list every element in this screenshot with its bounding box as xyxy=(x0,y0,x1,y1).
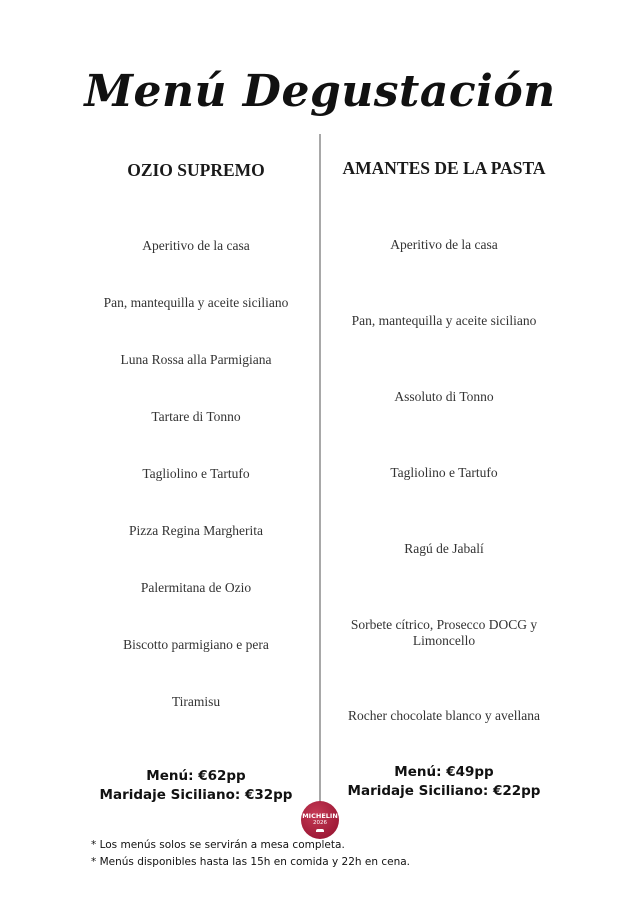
menu-item: Rocher chocolate blanco y avellana xyxy=(348,708,540,723)
column-divider xyxy=(319,134,321,802)
menu-title-amantes-de-la-pasta: AMANTES DE LA PASTA xyxy=(342,158,546,178)
menu-title-ozio-supremo: OZIO SUPREMO xyxy=(127,160,265,180)
bibendum-icon xyxy=(316,829,324,832)
menu-item: Pizza Regina Margherita xyxy=(129,523,263,538)
footnotes xyxy=(91,837,410,871)
menu-item: Tiramisu xyxy=(171,694,221,709)
menu-item: Luna Rossa alla Parmigiana xyxy=(120,352,272,367)
footnote: * Menús disponibles hasta las 15h en comida y 22h en cena. xyxy=(91,856,410,868)
badge-year: 2026 xyxy=(313,820,327,826)
menu-item: Assoluto di Tonno xyxy=(394,389,494,404)
menu-price: Menú: €49pp xyxy=(394,764,494,780)
menu-item: Pan, mantequilla y aceite siciliano xyxy=(103,295,289,310)
menu-item: Sorbete cítrico, Prosecco DOCG y Limoncello xyxy=(350,617,538,648)
menu-item: Aperitivo de la casa xyxy=(390,237,498,252)
menu-item: Tagliolino e Tartufo xyxy=(142,466,250,481)
menu-item: Biscotto parmigiano e pera xyxy=(123,637,269,652)
page-title: Menú Degustación xyxy=(84,66,556,117)
pairing-price: Maridaje Siciliano: €32pp xyxy=(99,787,293,803)
menu-item: Tagliolino e Tartufo xyxy=(390,465,498,480)
menu-item: Tartare di Tonno xyxy=(151,409,241,424)
menu-item: Aperitivo de la casa xyxy=(142,238,250,253)
pairing-price: Maridaje Siciliano: €22pp xyxy=(347,783,541,799)
menu-item: Ragú de Jabalí xyxy=(404,541,484,556)
badge-brand: MICHELIN xyxy=(302,812,338,820)
michelin-badge xyxy=(301,801,339,839)
menu-price: Menú: €62pp xyxy=(146,768,246,784)
footnote: * Los menús solos se servirán a mesa completa. xyxy=(91,839,345,851)
menu-item: Pan, mantequilla y aceite siciliano xyxy=(351,313,537,328)
menu-item: Palermitana de Ozio xyxy=(140,580,252,595)
